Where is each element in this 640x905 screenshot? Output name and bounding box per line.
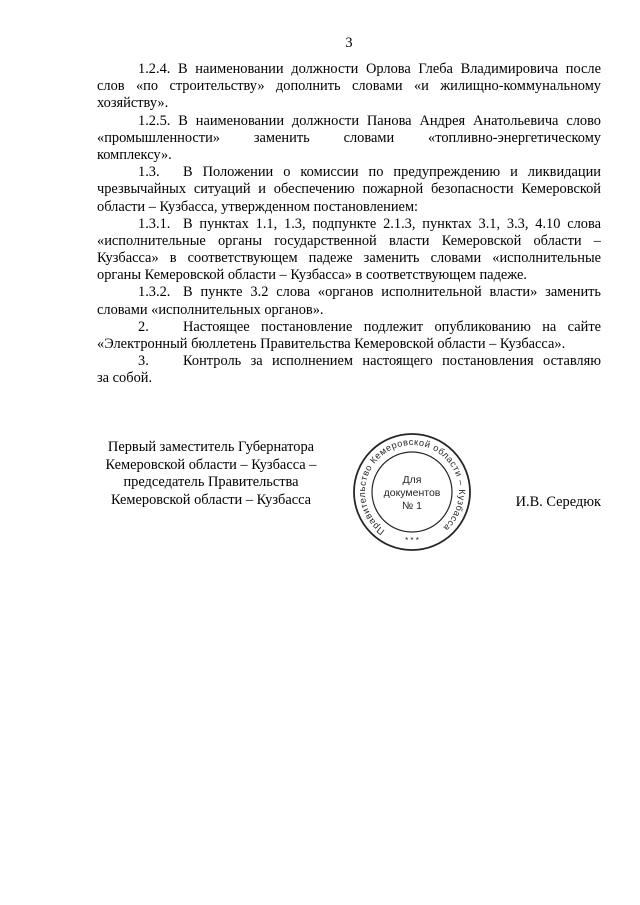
stamp-center-line: документов xyxy=(383,487,441,499)
text-line: слов «по строительству» дополнить словами «и жилищно-коммунальному xyxy=(97,78,601,95)
text-line: «Электронный бюллетень Правительства Кемеровской области – Кузбасса». xyxy=(97,336,566,352)
stamp-center-line: № 1 xyxy=(401,500,423,512)
signatory-title xyxy=(97,439,325,509)
stamp-stars: * * * xyxy=(405,536,419,545)
text-line: органы Кемеровской области – Кузбасса» в соответствующем падеже. xyxy=(97,267,528,284)
text-line: области – Кузбасса, утвержденном постановлением: xyxy=(97,198,419,215)
paragraph-number: 1.3.2. xyxy=(138,284,171,301)
text-line-content: Настоящее постановление подлежит опубликованию на сайте xyxy=(183,318,601,335)
official-stamp xyxy=(347,427,477,557)
signatory-title-line: Первый заместитель Губернатора xyxy=(107,439,315,455)
text-line-content: В Положении о комиссии по предупреждению и ликвидации xyxy=(183,164,601,181)
paragraph-number: 1.3. xyxy=(138,164,160,181)
paragraph-3 xyxy=(97,353,601,387)
text-line: комплексу». xyxy=(97,146,172,163)
text-line: Кузбасса» в соответствующем падеже заменить словами «исполнительные xyxy=(97,250,601,267)
text-line-content: В пункте 3.2 слова «органов исполнительной власти» заменить xyxy=(183,284,601,301)
paragraph-number: 3. xyxy=(138,353,149,370)
stamp-ring-text-path: Правительство Кемеровской области – Кузбасса xyxy=(356,436,468,537)
text-line: 1.2.5. В наименовании должности Панова Андрея Анатольевича слово xyxy=(138,112,601,129)
page-number: 3 xyxy=(345,35,353,51)
stamp-center-line: Для xyxy=(402,474,422,486)
paragraph-1-3-1 xyxy=(97,216,601,285)
text-line xyxy=(97,353,601,370)
paragraph-number: 2. xyxy=(138,318,149,335)
text-line: 1.2.4. В наименовании должности Орлова Глеба Владимировича после xyxy=(138,61,601,77)
text-line xyxy=(97,164,601,181)
document-body xyxy=(97,61,601,388)
text-line: за собой. xyxy=(97,370,153,387)
text-line xyxy=(97,284,601,301)
text-line: чрезвычайных ситуаций и обеспечению пожарной безопасности Кемеровской xyxy=(97,181,601,198)
text-line xyxy=(97,216,601,233)
text-line: «промышленности» заменить словами «топливно-энергетическому xyxy=(97,129,601,146)
signatory-name: И.В. Середюк xyxy=(515,494,601,510)
paragraph-1-3 xyxy=(97,164,601,216)
signatory-title-line: Кемеровской области – Кузбасса xyxy=(110,491,312,508)
text-line: хозяйству». xyxy=(97,95,169,112)
paragraph-number: 1.3.1. xyxy=(138,215,171,232)
signatory-title-line: Кемеровской области – Кузбасса – xyxy=(105,456,317,473)
paragraph-1-3-2 xyxy=(97,284,601,318)
paragraph-2 xyxy=(97,319,601,353)
paragraph-1-2-5 xyxy=(97,113,601,165)
text-line: словами «исполнительных органов». xyxy=(97,301,324,318)
text-line-content: В пунктах 1.1, 1.3, подпункте 2.1.3, пунктах 3.1, 3.3, 4.10 слова xyxy=(183,215,601,232)
paragraph-1-2-4 xyxy=(97,61,601,113)
signatory-title-line: председатель Правительства xyxy=(123,474,299,491)
text-line: «исполнительные органы государственной власти Кемеровской области – xyxy=(97,232,601,249)
text-line xyxy=(97,319,601,336)
text-line-content: Контроль за исполнением настоящего постановления оставляю xyxy=(183,353,601,370)
